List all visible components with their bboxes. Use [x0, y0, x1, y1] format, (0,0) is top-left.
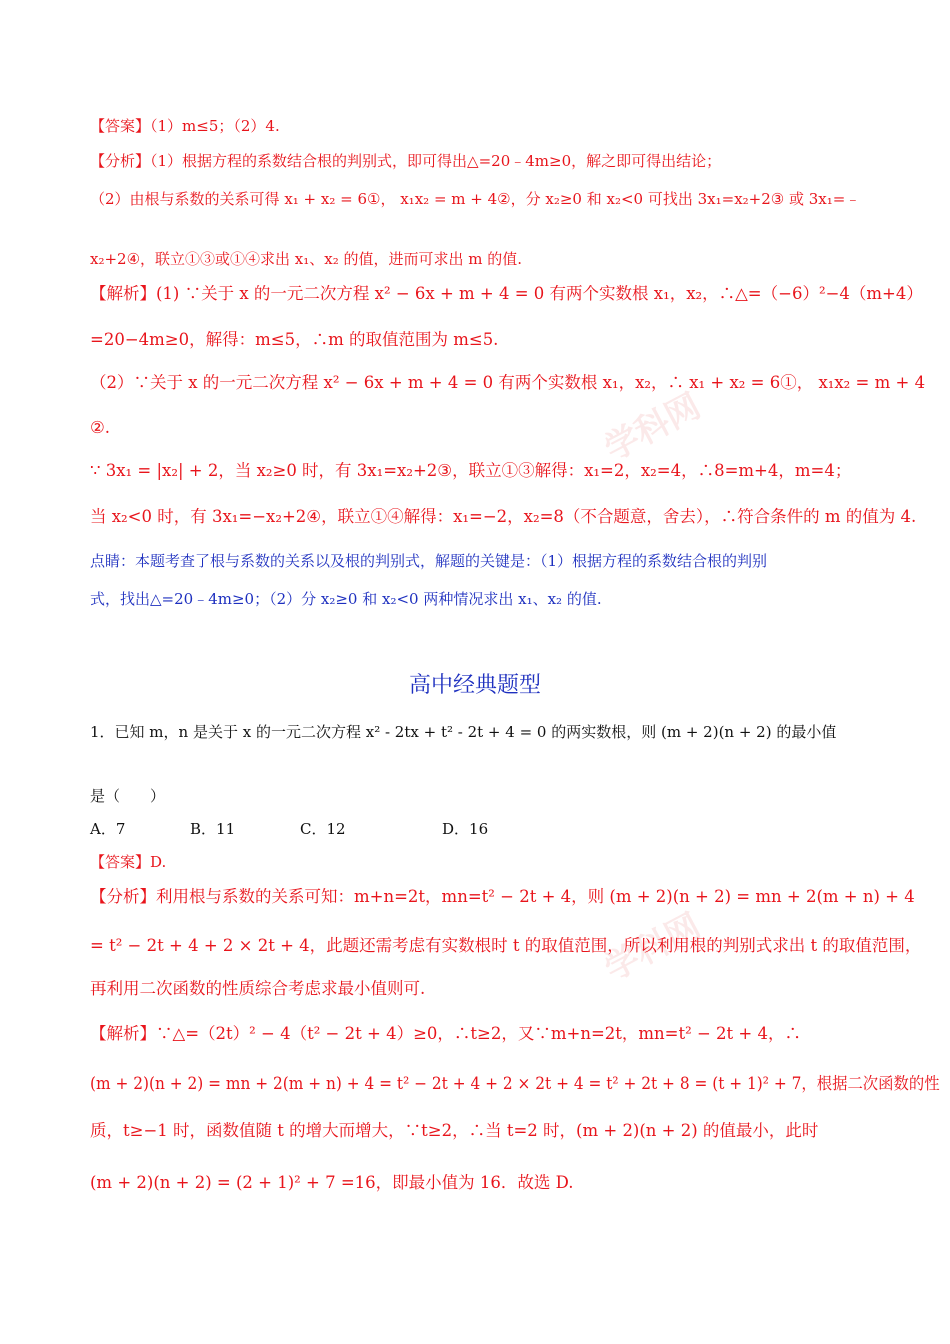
solution-line-2: =20−4m≥0，解得：m≤5，∴m 的取值范围为 m≤5. — [90, 330, 499, 349]
solution-line-6: 当 x₂<0 时，有 3x₁=−x₂+2④，联立①④解得：x₁=−2，x₂=8（不合题意，舍去），∴符合条件的 m 的值为 4. — [90, 507, 917, 526]
solution2-line-1: 【解析】∵△=（2t）² − 4（t² − 2t + 4）≥0，∴t≥2，又∵m+n=2t，mn=t² − 2t + 4，∴ — [90, 1024, 801, 1043]
solution-line-4: ②. — [90, 418, 111, 437]
analysis2-line-3: 再利用二次函数的性质综合考虑求最小值则可. — [90, 979, 426, 998]
solution2-line-3: 质，t≥−1 时，函数值随 t 的增大而增大，∵t≥2，∴当 t=2 时，(m + 2)(n + 2) 的值最小，此时 — [90, 1121, 819, 1140]
solution2-line-2: (m + 2)(n + 2) = mn + 2(m + n) + 4 = t² − 2t + 4 + 2 × 2t + 4 = t² + 2t + 8 = (t + 1)² + 7，根据二次函数的性 — [90, 1074, 940, 1093]
option-d: D．16 — [442, 820, 489, 838]
option-a: A．7 — [90, 820, 126, 838]
section-title: 高中经典题型 — [408, 673, 541, 698]
answer-line-2: 【答案】D. — [90, 853, 167, 871]
solution-line-5: ∵ 3x₁ = |x₂| + 2，当 x₂≥0 时，有 3x₁=x₂+2③，联立①③解得：x₁=2，x₂=4，∴8=m+4，m=4； — [90, 461, 852, 480]
question-line-1: 1．已知 m，n 是关于 x 的一元二次方程 x² - 2tx + t² - 2t + 4 = 0 的两实数根，则 (m + 2)(n + 2) 的最小值 — [90, 723, 837, 741]
solution2-line-4: (m + 2)(n + 2) = (2 + 1)² + 7 =16，即最小值为 16．故选 D. — [90, 1173, 574, 1192]
analysis-line-2: （2）由根与系数的关系可得 x₁ + x₂ = 6①， x₁x₂ = m + 4②，分 x₂≥0 和 x₂<0 可找出 3x₁=x₂+2③ 或 3x₁=﹣ — [90, 190, 861, 208]
answer-line: 【答案】（1）m≤5；（2）4. — [90, 117, 280, 135]
watermark-logo: 学科网 — [598, 385, 708, 470]
question-line-2: 是（ ） — [90, 787, 166, 805]
solution-line-3: （2）∵关于 x 的一元二次方程 x² − 6x + m + 4 = 0 有两个实数根 x₁，x₂，∴ x₁ + x₂ = 6①， x₁x₂ = m + 4 — [90, 373, 926, 392]
analysis-line-3: x₂+2④，联立①③或①④求出 x₁、x₂ 的值，进而可求出 m 的值. — [90, 250, 523, 268]
comment-line-2: 式，找出△=20﹣4m≥0；（2）分 x₂≥0 和 x₂<0 两种情况求出 x₁、x₂ 的值. — [90, 590, 602, 608]
option-c: C．12 — [300, 820, 346, 838]
option-b: B．11 — [190, 820, 236, 838]
analysis2-line-1: 【分析】利用根与系数的关系可知：m+n=2t，mn=t² − 2t + 4，则 (m + 2)(n + 2) = mn + 2(m + n) + 4 — [90, 887, 915, 906]
watermark-logo: 学科网 — [598, 905, 708, 990]
solution-line-1: 【解析】(1) ∵关于 x 的一元二次方程 x² − 6x + m + 4 = 0 有两个实数根 x₁，x₂，∴△=（−6）²−4（m+4） — [90, 284, 923, 303]
analysis2-line-2: = t² − 2t + 4 + 2 × 2t + 4，此题还需考虑有实数根时 t 的取值范围，所以利用根的判别式求出 t 的取值范围， — [90, 936, 922, 955]
analysis-line-1: 【分析】（1）根据方程的系数结合根的判别式，即可得出△=20﹣4m≥0，解之即可得出结论； — [90, 152, 722, 170]
comment-line-1: 点睛：本题考查了根与系数的关系以及根的判别式，解题的关键是：（1）根据方程的系数结合根的判别 — [90, 552, 768, 570]
